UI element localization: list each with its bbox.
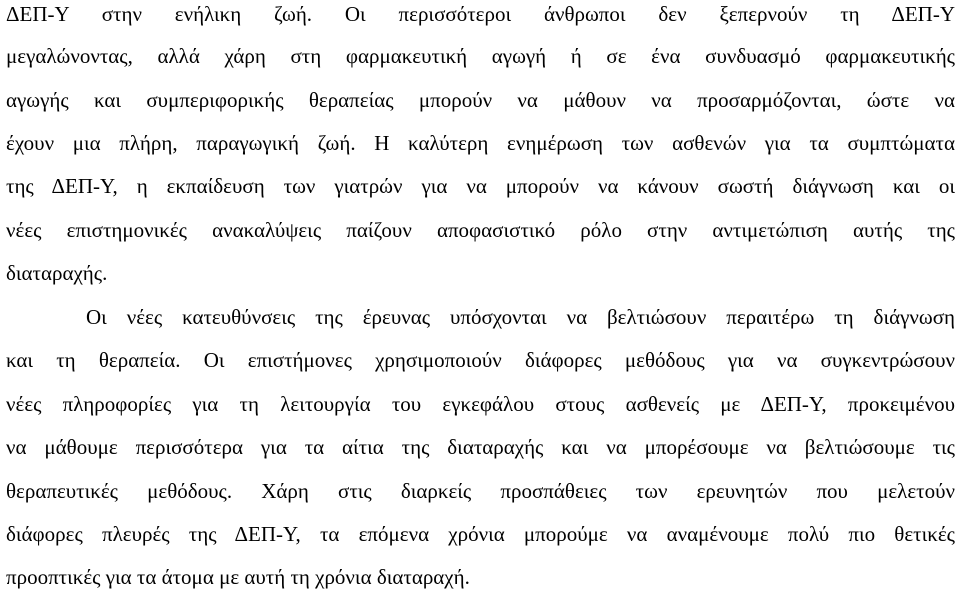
- text-line: νέες πληροφορίες για τη λειτουργία του εγκεφάλου στους ασθενείς με ΔΕΠ-Υ, προκειμένου: [6, 392, 955, 416]
- text-line: θεραπευτικές μεθόδους. Χάρη στις διαρκείς προσπάθειες των ερευνητών που μελετούν: [6, 479, 955, 503]
- text-line: της ΔΕΠ-Υ, η εκπαίδευση των γιατρών για να μπορούν να κάνουν σωστή διάγνωση και οι: [6, 174, 955, 198]
- text-line: ΔΕΠ-Υ στην ενήλικη ζωή. Οι περισσότεροι άνθρωποι δεν ξεπερνούν τη ΔΕΠ-Υ: [6, 2, 955, 26]
- text-line: διαταραχής.: [6, 261, 108, 285]
- text-line: Οι νέες κατευθύνσεις της έρευνας υπόσχονται να βελτιώσουν περαιτέρω τη διάγνωση: [86, 305, 955, 329]
- text-line: να μάθουμε περισσότερα για τα αίτια της διαταραχής και να μπορέσουμε να βελτιώσουμε τις: [6, 435, 955, 459]
- document-page: [6, 0, 955, 594]
- text-line: και τη θεραπεία. Οι επιστήμονες χρησιμοποιούν διάφορες μεθόδους για να συγκεντρώσουν: [6, 348, 955, 372]
- text-line: νέες επιστημονικές ανακαλύψεις παίζουν αποφασιστικό ρόλο στην αντιμετώπιση αυτής της: [6, 218, 955, 242]
- text-line: έχουν μια πλήρη, παραγωγική ζωή. Η καλύτερη ενημέρωση των ασθενών για τα συμπτώματα: [6, 131, 955, 155]
- text-line: προοπτικές για τα άτομα με αυτή τη χρόνια διαταραχή.: [6, 565, 470, 589]
- text-line: αγωγής και συμπεριφορικής θεραπείας μπορούν να μάθουν να προσαρμόζονται, ώστε να: [6, 88, 955, 112]
- text-line: διάφορες πλευρές της ΔΕΠ-Υ, τα επόμενα χρόνια μπορούμε να αναμένουμε πολύ πιο θετικές: [6, 522, 955, 546]
- text-line: μεγαλώνοντας, αλλά χάρη στη φαρμακευτική αγωγή ή σε ένα συνδυασμό φαρμακευτικής: [6, 44, 955, 68]
